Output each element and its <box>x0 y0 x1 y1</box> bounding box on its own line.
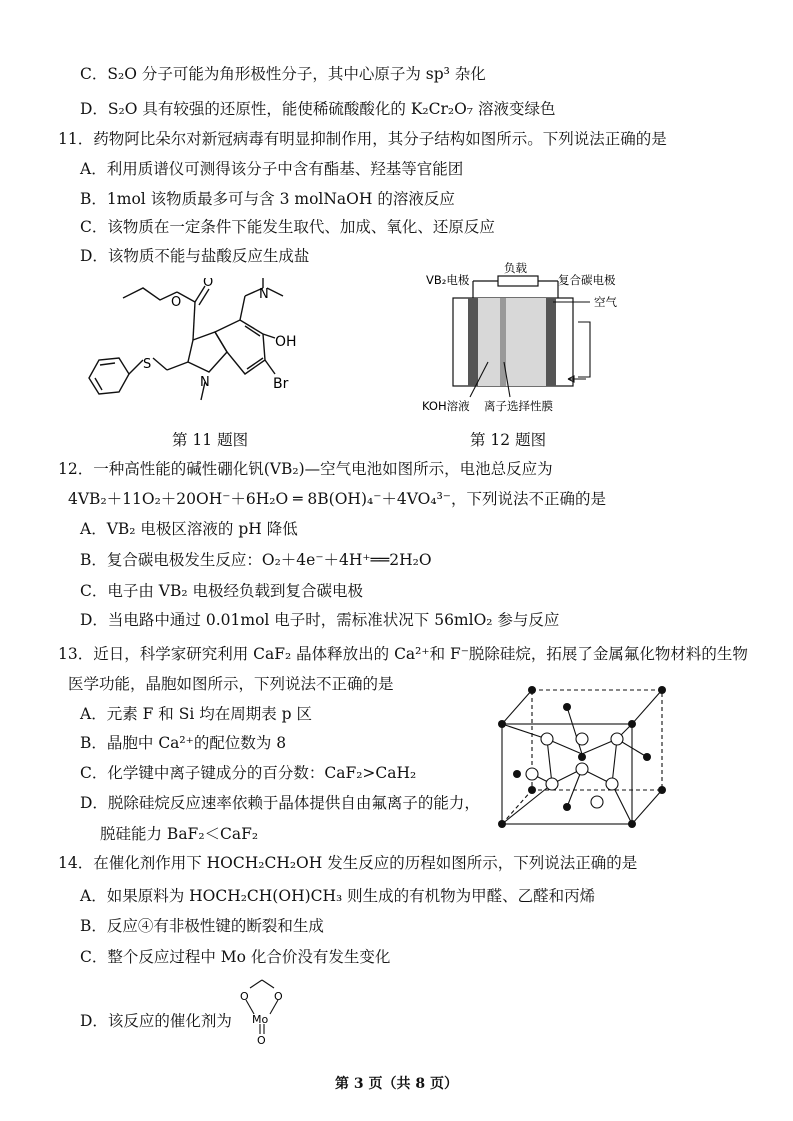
air-label: 空气 <box>594 295 617 309</box>
carbonyl-oxygen-label: O <box>203 278 214 290</box>
page-footer: 第 3 页（共 8 页） <box>335 1076 458 1092</box>
q13-option-d-continued: 脱硅能力 BaF₂＜CaF₂ <box>100 825 259 843</box>
catalyst-molybdenum: Mo <box>252 1013 269 1026</box>
q13-option-c: C．化学键中离子键成分的百分数：CaF₂>CaH₂ <box>80 764 417 782</box>
q12-option-a: A．VB₂ 电极区溶液的 pH 降低 <box>80 520 298 538</box>
vb2-electrode-label: VB₂电极 <box>426 273 470 287</box>
q12-option-d: D．当电路中通过 0.01mol 电子时，需标准状况下 56mlO₂ 参与反应 <box>80 611 560 629</box>
composite-carbon-electrode <box>546 298 556 386</box>
q12-option-b: B．复合碳电极发生反应：O₂＋4e⁻＋4H⁺══2H₂O <box>80 551 432 569</box>
q12-stem: 12．一种高性能的碱性硼化钒(VB₂)—空气电池如图所示，电池总反应为 <box>58 460 553 478</box>
q14-stem: 14．在催化剂作用下 HOCH₂CH₂OH 发生反应的历程如图所示，下列说法正确的是 <box>58 854 638 872</box>
q13-stem-line1: 13．近日，科学家研究利用 CaF₂ 晶体释放出的 Ca²⁺和 F⁻脱除硅烷，拓展了金属氟化物材料的生物 <box>58 645 748 663</box>
catalyst-oxygen-right: O <box>274 990 283 1003</box>
q11-option-b: B．1mol 该物质最多可与含 3 molNaOH 的溶液反应 <box>80 190 455 208</box>
vb2-electrode <box>468 298 478 386</box>
q11-stem: 11．药物阿比朵尔对新冠病毒有明显抑制作用，其分子结构如图所示。下列说法正确的是 <box>58 130 667 148</box>
indole-nitrogen-label: N <box>200 375 210 390</box>
q10-option-d: D．S₂O 具有较强的还原性，能使稀硫酸酸化的 K₂Cr₂O₇ 溶液变绿色 <box>80 100 556 118</box>
q12-option-c: C．电子由 VB₂ 电极经负载到复合碳电极 <box>80 582 364 600</box>
sulfur-label: S <box>143 357 152 372</box>
q12-figure-caption: 第 12 题图 <box>470 431 547 449</box>
q10-option-c: C．S₂O 分子可能为角形极性分子，其中心原子为 sp³ 杂化 <box>80 65 486 83</box>
catalyst-oxygen-left: O <box>240 990 249 1003</box>
q11-option-c: C．该物质在一定条件下能发生取代、加成、氧化、还原反应 <box>80 218 495 236</box>
ester-oxygen-label: O <box>171 295 182 310</box>
q14-option-b: B．反应④有非极性键的断裂和生成 <box>80 917 324 935</box>
membrane-label: 离子选择性膜 <box>484 399 553 413</box>
q13-stem-line2: 医学功能，晶胞如图所示，下列说法不正确的是 <box>68 675 394 693</box>
q11-molecule-figure <box>85 278 310 418</box>
q14-option-c: C．整个反应过程中 Mo 化合价没有发生变化 <box>80 948 391 966</box>
catalyst-oxygen-bottom: O <box>257 1034 266 1046</box>
carbon-electrode-label: 复合碳电极 <box>558 273 616 287</box>
amine-nitrogen-label: N <box>259 287 269 302</box>
q11-option-d: D．该物质不能与盐酸反应生成盐 <box>80 247 310 265</box>
q13-option-d: D．脱除硅烷反应速率依赖于晶体提供自由氟离子的能力， <box>80 794 480 812</box>
q13-option-b: B．晶胞中 Ca²⁺的配位数为 8 <box>80 734 287 752</box>
q13-unit-cell-figure <box>492 684 672 830</box>
q12-battery-figure <box>418 262 663 422</box>
q13-option-a: A．元素 F 和 Si 均在周期表 p 区 <box>80 705 313 723</box>
bromine-label: Br <box>273 376 289 392</box>
q14-catalyst-structure <box>232 976 292 1046</box>
q11-option-a: A．利用质谱仪可测得该分子中含有酯基、羟基等官能团 <box>80 160 464 178</box>
q14-option-d: D．该反应的催化剂为 <box>80 1012 232 1030</box>
q14-option-a: A．如果原料为 HOCH₂CH(OH)CH₃ 则生成的有机物为甲醛、乙醛和丙烯 <box>80 887 596 905</box>
load-label: 负载 <box>504 262 527 275</box>
koh-solution-label: KOH溶液 <box>422 399 470 413</box>
ion-selective-membrane <box>500 298 506 386</box>
hydroxyl-label: OH <box>275 334 297 350</box>
q11-figure-caption: 第 11 题图 <box>172 431 249 449</box>
q12-equation: 4VB₂＋11O₂＋20OH⁻＋6H₂O ═ 8B(OH)₄⁻＋4VO₄³⁻，下列说法不正确的是 <box>68 490 606 508</box>
